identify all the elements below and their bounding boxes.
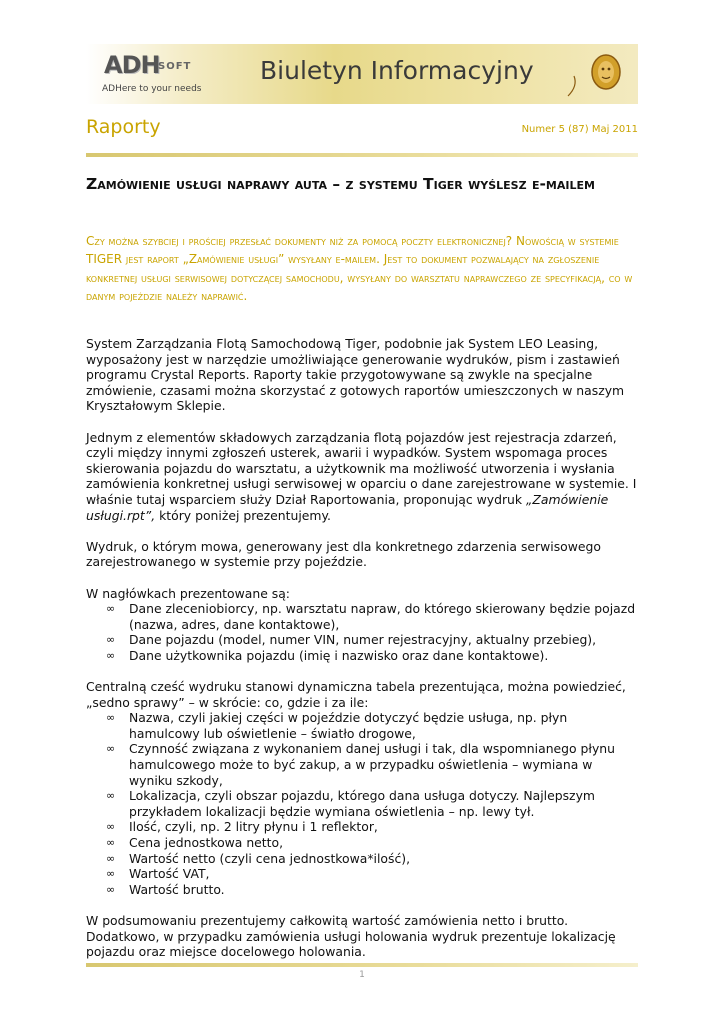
list-item-text: Lokalizacja, czyli obszar pojazdu, którego dana usługa dotyczy. Najlepszym przykładem lokalizacji będzie wymiana oświetlenia – np. lewy tył. (129, 788, 595, 819)
bullet-icon: ∞ (106, 851, 116, 865)
list-item (86, 648, 638, 664)
list-item-text: Dane pojazdu (model, numer VIN, numer rejestracyjny, aktualny przebieg), (129, 632, 597, 648)
footer-divider (86, 963, 638, 967)
article-body (86, 336, 638, 975)
paragraph-summary: W podsumowaniu prezentujemy całkowitą wartość zamówienia netto i brutto. Dodatkowo, w przypadku zamówienia usługi holowania wydruk prezentuje lokalizację pojazdu oraz miejsce docelowego holowania. (86, 912, 616, 960)
paragraph-events-tail: który poniżej prezentujemy. (155, 507, 331, 523)
table-intro: Centralną cześć wydruku stanowi dynamiczna tabela prezentująca, można powiedzieć, „sedno sprawy” – w skrócie: co, gdzie i za ile: (86, 679, 626, 710)
bullet-icon: ∞ (106, 789, 116, 803)
list-item (86, 788, 638, 819)
adh-soft-logo (94, 48, 234, 100)
header-banner (86, 44, 638, 104)
list-item (86, 835, 638, 851)
report-filename: „Zamówienie usługi.rpt”, (86, 491, 609, 523)
banner-title: Biuletyn Informacyjny (260, 56, 534, 85)
list-item-text: Wartość VAT, (129, 866, 210, 882)
list-item-text: Dane zleceniobiorcy, np. warsztatu napraw, do którego skierowany będzie pojazd (nazwa, adres, dane kontaktowe), (129, 601, 636, 632)
bullet-icon: ∞ (106, 648, 116, 662)
headers-list (86, 601, 638, 663)
list-item-text: Cena jednostkowa netto, (129, 835, 284, 850)
bullet-icon: ∞ (106, 882, 116, 896)
list-item (86, 710, 638, 741)
paragraph-events (86, 430, 638, 524)
bullet-icon: ∞ (106, 633, 116, 647)
logo-text: ADH (104, 51, 160, 79)
list-item-text: Czynność związana z wykonaniem danej usługi i tak, dla wspomnianego płynu hamulcowego może to być zakup, a w przypadku oświetlenia – wymiana w wyniku szkody, (129, 741, 615, 788)
article-title: Zamówienie usługi naprawy auta – z systemu Tiger wyślesz e-mailem (86, 175, 595, 193)
list-item (86, 851, 638, 867)
list-item-text: Dane użytkownika pojazdu (imię i nazwisko oraz dane kontaktowe). (129, 647, 549, 663)
leo-lion-icon (548, 50, 634, 102)
bullet-icon: ∞ (106, 867, 116, 881)
issue-number: Numer 5 (87) Maj 2011 (521, 124, 638, 135)
logo-soft: SOFT (158, 61, 192, 72)
list-item-text: Wartość brutto. (129, 881, 225, 897)
list-item-text: Ilość, czyli, np. 2 litry płynu i 1 reflektor, (129, 819, 378, 835)
headers-intro: W nagłówkach prezentowane są: (86, 585, 290, 601)
table-list (86, 710, 638, 897)
bullet-icon: ∞ (106, 820, 116, 834)
list-item (86, 819, 638, 835)
leo-logo (548, 50, 634, 102)
list-item-text: Wartość netto (czyli cena jednostkowa*ilość), (129, 850, 411, 866)
list-item (86, 741, 638, 788)
list-item (86, 882, 638, 898)
paragraph-intro: System Zarządzania Flotą Samochodową Tiger, podobnie jak System LEO Leasing, wyposażony jest w narzędzie umożliwiające generowanie wydruków, pism i zastawień programu Crystal Reports. Raporty takie przygotowywane są zwykle na specjalne zmówienie, czasami można skorzystać z gotowych raportów umieszczonych w naszym Kryształowym Sklepie. (86, 336, 625, 414)
list-item (86, 866, 638, 882)
section-title: Raporty (86, 116, 161, 138)
bullet-icon: ∞ (106, 836, 116, 849)
logo-tagline: ADHere to your needs (102, 84, 202, 94)
list-item (86, 601, 638, 632)
bullet-icon: ∞ (106, 711, 116, 725)
list-item (86, 632, 638, 648)
paragraph-printout: Wydruk, o którym mowa, generowany jest dla konkretnego zdarzenia serwisowego zarejestrowanego w systemie przy pojeździe. (86, 538, 601, 570)
bullet-icon: ∞ (106, 602, 116, 616)
list-item-text: Nazwa, czyli jakiej części w pojeździe dotyczyć będzie usługa, np. płyn hamulcowy lub oświetlenie – światło drogowe, (129, 710, 568, 741)
header-divider (86, 153, 638, 157)
article-lead: Czy można szybciej i prościej przesłać dokumenty niż za pomocą poczty elektronicznej? Nowością w systemie TIGER jest raport „Zamówienie usługi” wysyłany e-mailem. Jest to dokument pozwalający na zgłoszenie konkretnej usługi serwisowej dotyczącej samochodu, wysyłany do warsztatu naprawczego ze specyfikacją, co w danym pojeździe należy naprawić. (86, 234, 633, 304)
bullet-icon: ∞ (106, 742, 116, 756)
paragraph-events-text: Jednym z elementów składowych zarządzania flotą pojazdów jest rejestracja zdarzeń, czyli między innymi zgłoszeń usterek, awarii i wypadków. System wspomaga proces skierowania pojazdu do warsztatu, a użytkownik ma możliwość utworzenia i wysłania zamówienia konkretnej usługi serwisowej w oparciu o dane zarejestrowane w systemie. I właśnie tutaj wsparciem służy Dział Raportowania, proponując wydruk (86, 429, 637, 507)
page-number: 1 (359, 970, 365, 980)
